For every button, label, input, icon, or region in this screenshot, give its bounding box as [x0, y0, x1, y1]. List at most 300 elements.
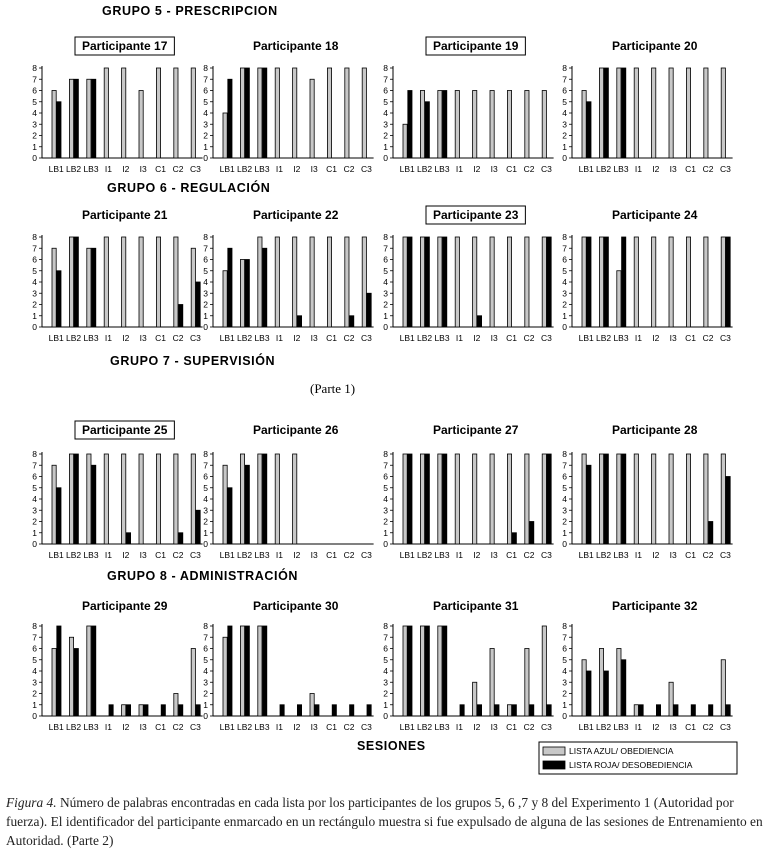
y-tick-label: 5: [203, 265, 208, 276]
x-tick-label: C2: [523, 333, 535, 343]
y-tick-label: 7: [203, 243, 208, 254]
bar-azul: [542, 237, 546, 327]
x-tick-label: LB2: [237, 333, 253, 343]
x-tick-label: C1: [155, 333, 167, 343]
x-tick-label: I3: [490, 550, 498, 560]
bar-azul: [139, 705, 143, 716]
bar-azul: [156, 454, 160, 544]
x-tick-label: C3: [360, 550, 372, 560]
panel-6: [203, 208, 373, 343]
bar-azul: [438, 91, 442, 159]
bar-azul: [223, 637, 227, 716]
x-tick-label: I2: [293, 333, 301, 343]
x-tick-label: LB1: [219, 333, 235, 343]
y-tick-label: 0: [203, 322, 208, 332]
bar-roja: [57, 626, 61, 716]
x-tick-label: LB1: [219, 722, 235, 732]
bar-azul: [704, 237, 708, 327]
y-tick-label: 6: [32, 85, 37, 96]
bar-azul: [617, 454, 621, 544]
y-tick-label: 3: [562, 677, 567, 688]
panel-9: [32, 421, 202, 560]
bar-azul: [617, 649, 621, 717]
bar-azul: [240, 260, 244, 328]
x-tick-label: C2: [523, 722, 535, 732]
x-tick-label: I2: [473, 550, 481, 560]
legend-swatch-azul: [543, 747, 565, 755]
group-title-8: GRUPO 8 - ADMINISTRACIÓN: [107, 569, 299, 583]
bar-azul: [174, 454, 178, 544]
panel-title: Participante 24: [612, 208, 698, 222]
y-tick-label: 8: [383, 449, 388, 459]
y-tick-label: 3: [383, 119, 388, 130]
x-tick-label: I2: [293, 164, 301, 174]
bar-azul: [191, 248, 195, 327]
x-tick-label: LB2: [417, 333, 433, 343]
bar-roja: [74, 649, 78, 717]
x-tick-label: C1: [326, 550, 338, 560]
y-tick-label: 3: [383, 288, 388, 299]
y-tick-label: 8: [383, 232, 388, 242]
x-tick-label: I2: [293, 722, 301, 732]
x-tick-label: C3: [719, 164, 731, 174]
bar-azul: [669, 68, 673, 158]
bar-azul: [686, 68, 690, 158]
y-tick-label: 4: [562, 666, 567, 676]
bar-azul: [599, 649, 603, 717]
bar-azul: [69, 237, 73, 327]
panel-title: Participante 18: [253, 39, 339, 53]
bar-azul: [52, 465, 56, 544]
x-tick-label: C2: [523, 550, 535, 560]
bar-azul: [191, 68, 195, 158]
y-tick-label: 8: [203, 63, 208, 73]
x-tick-label: I2: [122, 164, 130, 174]
bar-azul: [293, 68, 297, 158]
bar-roja: [709, 705, 713, 716]
bar-roja: [530, 705, 534, 716]
x-tick-label: I1: [104, 164, 112, 174]
y-tick-label: 0: [562, 711, 567, 721]
panel-title: Participante 28: [612, 423, 698, 437]
y-tick-label: 5: [32, 265, 37, 276]
bar-azul: [293, 237, 297, 327]
bar-azul: [704, 68, 708, 158]
x-tick-label: LB1: [578, 164, 594, 174]
bar-azul: [275, 237, 279, 327]
y-tick-label: 6: [562, 643, 567, 654]
bar-azul: [490, 237, 494, 327]
x-tick-label: LB3: [434, 333, 450, 343]
bar-roja: [443, 237, 447, 327]
bar-azul: [599, 237, 603, 327]
y-tick-label: 8: [562, 449, 567, 459]
bar-azul: [525, 454, 529, 544]
bar-azul: [403, 237, 407, 327]
x-tick-label: LB3: [434, 550, 450, 560]
bar-azul: [617, 271, 621, 327]
x-tick-label: LB2: [237, 722, 253, 732]
x-tick-label: C1: [506, 164, 518, 174]
bar-roja: [477, 316, 481, 327]
x-tick-label: I1: [104, 722, 112, 732]
x-tick-label: LB2: [417, 550, 433, 560]
x-tick-label: C2: [343, 550, 355, 560]
y-tick-label: 0: [383, 539, 388, 549]
panel-11: [383, 423, 553, 560]
bar-azul: [420, 91, 424, 159]
x-tick-label: LB2: [66, 333, 82, 343]
y-tick-label: 4: [32, 494, 37, 504]
x-tick-label: I2: [122, 722, 130, 732]
panel-15: [383, 599, 553, 732]
bar-azul: [473, 237, 477, 327]
x-tick-label: C1: [326, 164, 338, 174]
y-tick-label: 1: [562, 699, 567, 710]
y-tick-label: 2: [562, 130, 567, 141]
x-tick-label: I1: [634, 164, 642, 174]
bar-azul: [507, 705, 511, 716]
bar-azul: [455, 91, 459, 159]
bar-azul: [507, 237, 511, 327]
bar-roja: [408, 454, 412, 544]
bar-azul: [156, 68, 160, 158]
panel-title: Participante 26: [253, 423, 339, 437]
x-tick-label: LB1: [399, 164, 415, 174]
y-tick-label: 0: [383, 153, 388, 163]
x-tick-label: I2: [473, 722, 481, 732]
bar-azul: [174, 68, 178, 158]
y-tick-label: 6: [203, 471, 208, 482]
x-tick-label: LB3: [83, 550, 99, 560]
legend-label-roja: LISTA ROJA/ DESOBEDIENCIA: [569, 760, 693, 770]
x-tick-label: LB1: [48, 164, 64, 174]
bar-roja: [656, 705, 660, 716]
bar-azul: [52, 91, 56, 159]
x-tick-label: LB1: [219, 550, 235, 560]
x-tick-label: I1: [634, 333, 642, 343]
y-tick-label: 8: [383, 621, 388, 631]
bar-roja: [512, 705, 516, 716]
group-title-7: GRUPO 7 - SUPERVISIÓN: [110, 354, 276, 368]
bar-azul: [122, 68, 126, 158]
x-tick-label: LB2: [596, 722, 612, 732]
bar-roja: [179, 533, 183, 544]
y-tick-label: 6: [203, 254, 208, 265]
x-tick-label: I1: [455, 333, 463, 343]
x-tick-label: I1: [104, 550, 112, 560]
y-tick-label: 3: [203, 119, 208, 130]
y-tick-label: 0: [32, 539, 37, 549]
y-tick-label: 6: [383, 254, 388, 265]
y-tick-label: 0: [203, 711, 208, 721]
y-tick-label: 2: [562, 688, 567, 699]
y-tick-label: 7: [562, 243, 567, 254]
bar-azul: [403, 626, 407, 716]
y-tick-label: 3: [32, 505, 37, 516]
y-tick-label: 8: [32, 449, 37, 459]
y-tick-label: 4: [203, 277, 208, 287]
y-tick-label: 8: [32, 63, 37, 73]
bar-roja: [350, 316, 354, 327]
x-tick-label: LB2: [66, 164, 82, 174]
x-tick-label: I2: [652, 164, 660, 174]
y-tick-label: 1: [32, 527, 37, 538]
figure-caption: [6, 793, 770, 850]
bar-roja: [604, 68, 608, 158]
x-tick-label: LB1: [399, 333, 415, 343]
figure-label: Figura 4.: [6, 795, 57, 810]
y-tick-label: 1: [562, 527, 567, 538]
bar-azul: [240, 626, 244, 716]
x-tick-label: LB3: [254, 550, 270, 560]
x-tick-label: C3: [360, 722, 372, 732]
bar-roja: [726, 705, 730, 716]
x-tick-label: C2: [172, 164, 184, 174]
y-tick-label: 3: [32, 288, 37, 299]
bar-azul: [582, 91, 586, 159]
bar-azul: [87, 454, 91, 544]
panel-10: [203, 423, 373, 560]
panel-title: Participante 32: [612, 599, 698, 613]
bar-azul: [122, 237, 126, 327]
y-tick-label: 6: [383, 85, 388, 96]
y-tick-label: 1: [562, 141, 567, 152]
panel-14: [203, 599, 373, 732]
bar-azul: [122, 705, 126, 716]
bar-azul: [721, 454, 725, 544]
group-title-6: GRUPO 6 - REGULACIÓN: [107, 181, 271, 195]
x-tick-label: LB2: [66, 550, 82, 560]
y-tick-label: 4: [383, 494, 388, 504]
bar-roja: [530, 522, 534, 545]
x-tick-label: C2: [172, 550, 184, 560]
y-tick-label: 6: [32, 254, 37, 265]
y-tick-label: 8: [383, 63, 388, 73]
y-tick-label: 7: [383, 243, 388, 254]
y-tick-label: 7: [203, 460, 208, 471]
x-tick-label: C3: [540, 722, 552, 732]
bar-roja: [228, 79, 232, 158]
y-tick-label: 4: [203, 494, 208, 504]
y-tick-label: 7: [562, 74, 567, 85]
x-tick-label: LB3: [434, 164, 450, 174]
y-tick-label: 1: [32, 699, 37, 710]
x-tick-label: LB3: [434, 722, 450, 732]
bar-roja: [74, 237, 78, 327]
x-tick-label: I2: [122, 550, 130, 560]
bar-azul: [652, 68, 656, 158]
panel-title: Participante 27: [433, 423, 519, 437]
bar-azul: [191, 454, 195, 544]
x-tick-label: LB3: [613, 550, 629, 560]
y-tick-label: 2: [203, 299, 208, 310]
bar-azul: [721, 68, 725, 158]
y-tick-label: 6: [203, 85, 208, 96]
bar-azul: [473, 91, 477, 159]
x-tick-label: I3: [669, 550, 677, 560]
bar-roja: [196, 282, 200, 327]
bar-roja: [604, 237, 608, 327]
bar-roja: [622, 454, 626, 544]
bar-roja: [587, 102, 591, 158]
bar-roja: [245, 465, 249, 544]
y-tick-label: 8: [562, 621, 567, 631]
y-tick-label: 8: [203, 449, 208, 459]
x-tick-label: C2: [702, 550, 714, 560]
x-tick-label: I2: [473, 164, 481, 174]
x-tick-label: C1: [685, 722, 697, 732]
x-tick-label: LB2: [596, 333, 612, 343]
bar-roja: [367, 293, 371, 327]
y-tick-label: 4: [383, 108, 388, 118]
x-axis-title: SESIONES: [357, 739, 426, 753]
x-tick-label: LB3: [83, 164, 99, 174]
x-tick-label: C3: [360, 333, 372, 343]
y-tick-label: 0: [32, 322, 37, 332]
bar-roja: [443, 454, 447, 544]
x-tick-label: I1: [455, 164, 463, 174]
bar-roja: [92, 465, 96, 544]
bar-azul: [420, 237, 424, 327]
bar-azul: [704, 454, 708, 544]
x-tick-label: C1: [326, 722, 338, 732]
bar-azul: [223, 271, 227, 327]
bar-azul: [455, 454, 459, 544]
bar-azul: [669, 682, 673, 716]
x-tick-label: C1: [155, 164, 167, 174]
bar-azul: [293, 454, 297, 544]
y-tick-label: 0: [203, 153, 208, 163]
x-tick-label: I3: [490, 722, 498, 732]
bar-azul: [721, 237, 725, 327]
bar-roja: [297, 705, 301, 716]
y-tick-label: 6: [562, 471, 567, 482]
x-tick-label: C2: [343, 722, 355, 732]
x-tick-label: LB3: [254, 164, 270, 174]
x-tick-label: I2: [652, 722, 660, 732]
x-tick-label: LB1: [399, 550, 415, 560]
y-tick-label: 1: [383, 699, 388, 710]
bar-azul: [139, 91, 143, 159]
x-tick-label: I3: [139, 333, 147, 343]
bar-azul: [490, 454, 494, 544]
bar-roja: [57, 271, 61, 327]
x-tick-label: C1: [685, 164, 697, 174]
x-tick-label: C1: [506, 722, 518, 732]
bar-roja: [245, 260, 249, 328]
bar-azul: [240, 68, 244, 158]
panel-title: Participante 20: [612, 39, 698, 53]
bar-azul: [507, 454, 511, 544]
bar-azul: [582, 454, 586, 544]
bar-azul: [455, 237, 459, 327]
bar-azul: [327, 237, 331, 327]
bar-roja: [408, 91, 412, 159]
bar-roja: [161, 705, 165, 716]
bar-roja: [709, 522, 713, 545]
x-tick-label: C3: [189, 333, 201, 343]
y-tick-label: 0: [203, 539, 208, 549]
bar-azul: [275, 454, 279, 544]
bar-azul: [721, 660, 725, 716]
y-tick-label: 4: [383, 666, 388, 676]
panel-title: Participante 19: [433, 39, 519, 53]
bar-azul: [634, 237, 638, 327]
bar-roja: [367, 705, 371, 716]
bar-roja: [196, 705, 200, 716]
y-tick-label: 1: [32, 310, 37, 321]
y-tick-label: 4: [383, 277, 388, 287]
bar-roja: [92, 626, 96, 716]
bar-roja: [332, 705, 336, 716]
bar-roja: [425, 626, 429, 716]
bar-azul: [258, 626, 262, 716]
panel-title: Participante 17: [82, 39, 168, 53]
bar-azul: [634, 705, 638, 716]
panel-12: [562, 423, 732, 560]
y-tick-label: 2: [203, 688, 208, 699]
y-tick-label: 5: [32, 96, 37, 107]
x-tick-label: LB3: [254, 722, 270, 732]
y-tick-label: 3: [562, 119, 567, 130]
y-tick-label: 8: [203, 232, 208, 242]
x-tick-label: LB2: [66, 722, 82, 732]
bar-roja: [639, 705, 643, 716]
bar-azul: [69, 454, 73, 544]
x-tick-label: C2: [702, 164, 714, 174]
x-tick-label: I2: [122, 333, 130, 343]
bar-azul: [174, 237, 178, 327]
y-tick-label: 4: [203, 108, 208, 118]
y-tick-label: 6: [203, 643, 208, 654]
bar-azul: [490, 649, 494, 717]
bar-roja: [263, 626, 267, 716]
bar-roja: [691, 705, 695, 716]
bar-roja: [263, 248, 267, 327]
y-tick-label: 7: [32, 460, 37, 471]
bar-azul: [634, 454, 638, 544]
x-tick-label: C3: [719, 333, 731, 343]
y-tick-label: 4: [32, 666, 37, 676]
bar-azul: [507, 91, 511, 159]
x-tick-label: I3: [310, 722, 318, 732]
y-tick-label: 7: [203, 74, 208, 85]
bar-azul: [438, 237, 442, 327]
x-tick-label: C1: [506, 333, 518, 343]
x-tick-label: I2: [293, 550, 301, 560]
y-tick-label: 5: [383, 482, 388, 493]
x-tick-label: I1: [275, 722, 283, 732]
bar-azul: [87, 626, 91, 716]
bar-azul: [345, 237, 349, 327]
y-tick-label: 0: [562, 322, 567, 332]
bar-roja: [126, 533, 130, 544]
y-tick-label: 2: [383, 299, 388, 310]
bar-azul: [69, 79, 73, 158]
bar-azul: [174, 694, 178, 717]
bar-roja: [587, 237, 591, 327]
bar-azul: [542, 91, 546, 159]
x-tick-label: C2: [523, 164, 535, 174]
bar-azul: [403, 454, 407, 544]
bar-roja: [263, 68, 267, 158]
bar-roja: [408, 626, 412, 716]
bar-azul: [686, 237, 690, 327]
y-tick-label: 4: [32, 277, 37, 287]
panel-7: [383, 206, 553, 343]
bar-roja: [622, 660, 626, 716]
